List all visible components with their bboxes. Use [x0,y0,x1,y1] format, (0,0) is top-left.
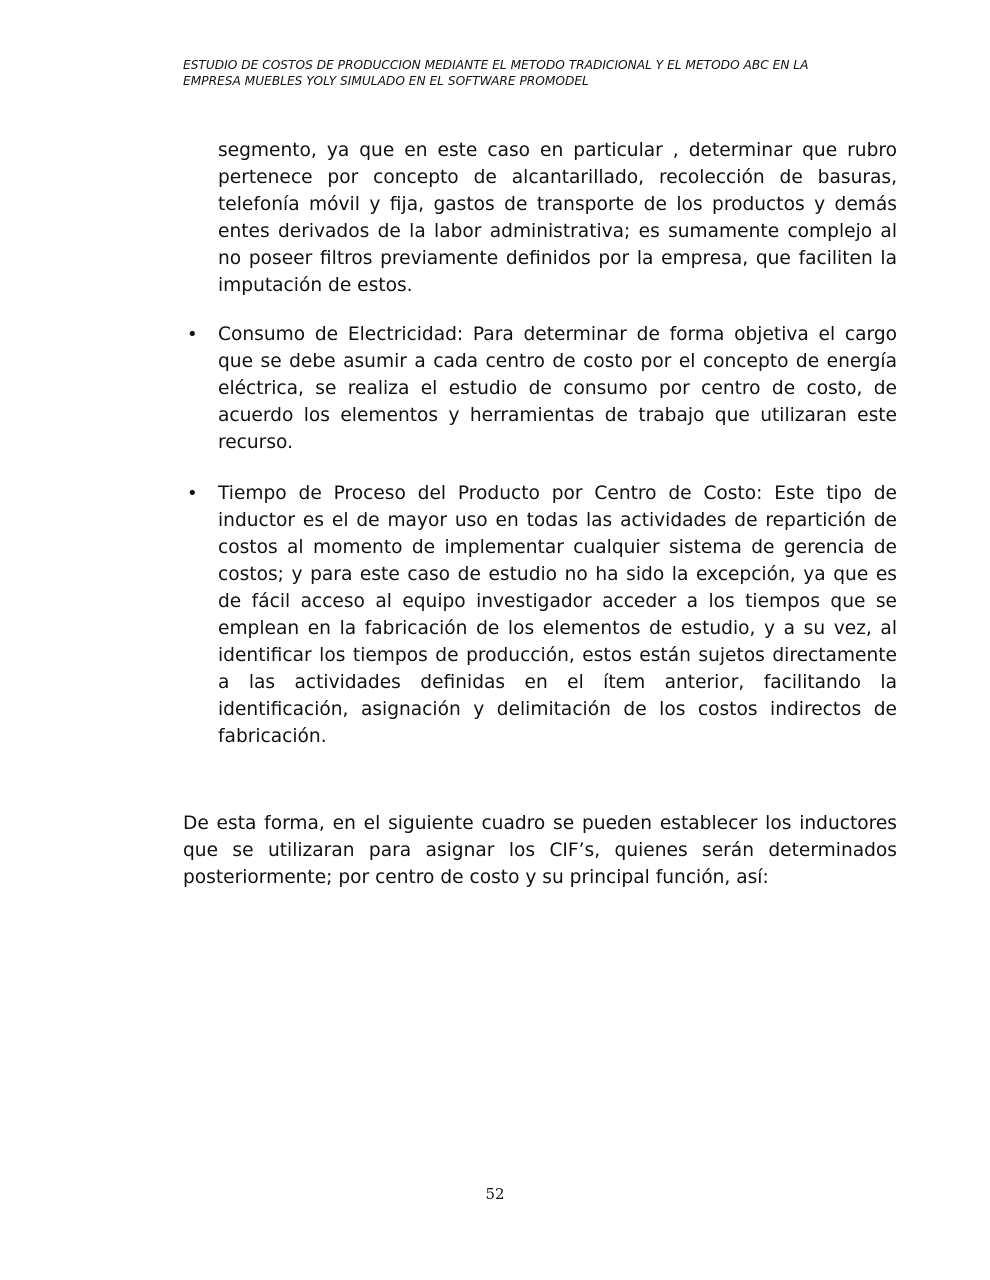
header-line-2: EMPRESA MUEBLES YOLY SIMULADO EN EL SOFTWARE PROMODEL [183,74,589,88]
bullet-text-electricity: Consumo de Electricidad: Para determinar de forma objetiva el cargo que se debe asumir a cada centro de costo por el concepto de energía eléctrica, se realiza el estudio de consumo por centro de costo, de acuerdo los elementos y herramientas de trabajo que utilizaran este recurso. [218,324,897,453]
closing-paragraph: De esta forma, en el siguiente cuadro se pueden establecer los inductores que se utilizaran para asignar los CIF’s, quienes serán determinados posteriormente; por centro de costo y su principal función, así: [183,813,897,888]
bullet-text-process-time: Tiempo de Proceso del Producto por Centro de Costo: Este tipo de inductor es el de mayor uso en todas las actividades de repartición de costos al momento de implementar cualquier sistema de gerencia de costos; y para este caso de estudio no ha sido la excepción, ya que es de fácil acceso al equipo investigador acceder a los tiempos que se emplean en la fabricación de los elementos de estudio, y a su vez, al identificar los tiempos de producción, estos están sujetos directamente a las actividades definidas en el ítem anterior, facilitando la identificación, asignación y delimitación de los costos indirectos de fabricación. [218,483,897,747]
running-header [183,57,883,89]
page-number: 52 [485,1185,505,1203]
bullet-marker: • [187,324,198,345]
header-line-1: ESTUDIO DE COSTOS DE PRODUCCION MEDIANTE EL METODO TRADICIONAL Y EL METODO ABC EN LA [183,58,809,72]
continuation-paragraph: segmento, ya que en este caso en particular , determinar que rubro pertenece por concepto de alcantarillado, recolección de basuras, telefonía móvil y fija, gastos de transporte de los productos y demás entes derivados de la labor administrativa; es sumamente complejo al no poseer filtros previamente definidos por la empresa, que faciliten la imputación de estos. [218,140,897,296]
bullet-marker: • [187,483,198,504]
